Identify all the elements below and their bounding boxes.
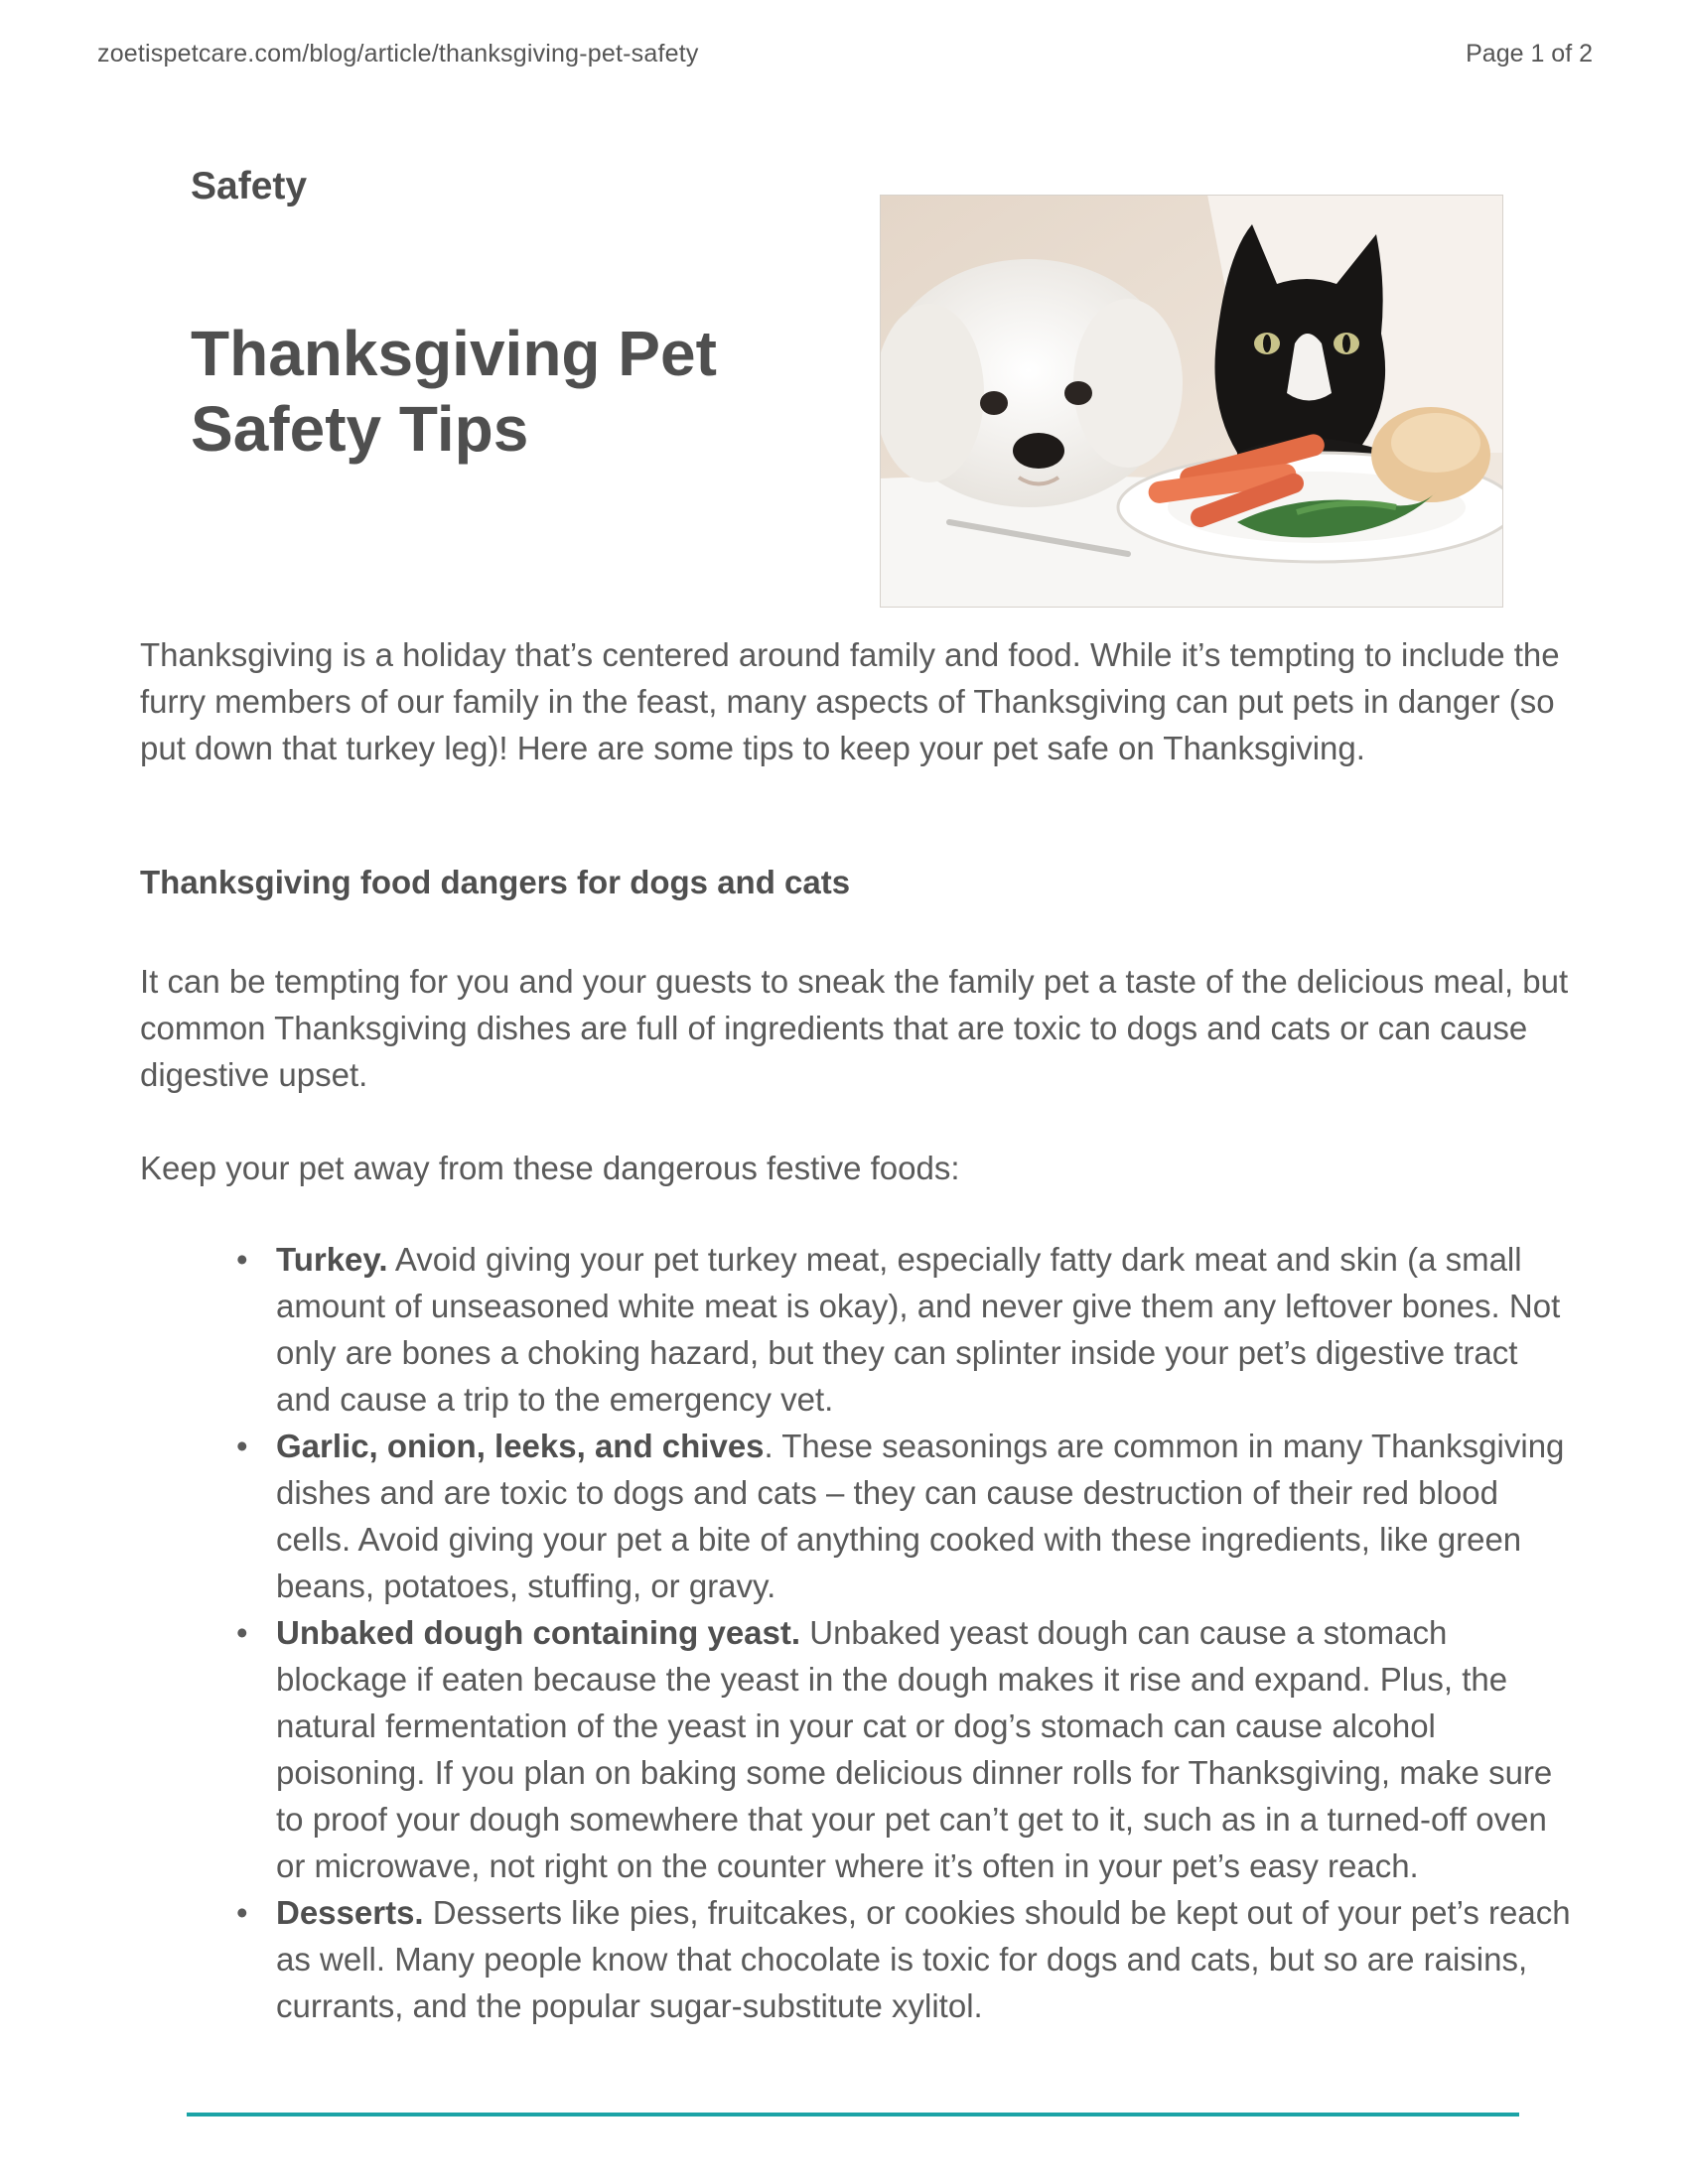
bullet-marker: • (236, 1241, 248, 1278)
list-item-yeast-dough (236, 1609, 1577, 1889)
list-item-text: Desserts like pies, fruitcakes, or cookies should be kept out of your pet’s reach as well. Many people know that chocolate is toxic for dogs and cats, but so are raisins, currants, and the popular sugar-substitute xylitol. (276, 1894, 1571, 2024)
article-category: Safety (191, 165, 308, 207)
list-item-desserts (236, 1889, 1577, 2029)
hero-photo-dog-cat-plate (880, 195, 1503, 608)
list-item-text: . These seasonings are common in many Thanksgiving dishes and are toxic to dogs and cats – they can cause destruction of their red blood cells. Avoid giving your pet a bite of anything cooked with these ingredients, like green beans, potatoes, stuffing, or gravy. (276, 1428, 1565, 1604)
bullet-marker: • (236, 1428, 248, 1464)
list-item-term: Garlic, onion, leeks, and chives (276, 1428, 765, 1464)
body-paragraph-1: It can be tempting for you and your guests to sneak the family pet a taste of the delicious meal, but common Thanksgiving dishes are full of ingredients that are toxic to dogs and cats or can cause digestive upset. (140, 963, 1569, 1093)
body-paragraph-2: Keep your pet away from these dangerous festive foods: (140, 1150, 960, 1186)
list-item-text: Avoid giving your pet turkey meat, especially fatty dark meat and skin (a small amount of unseasoned white meat is okay), and never give them any leftover bones. Not only are bones a choking hazard, but they can splinter inside your pet’s digestive tract and cause a trip to the emergency vet. (276, 1241, 1561, 1418)
bullet-marker: • (236, 1614, 248, 1651)
list-item-term: Desserts. (276, 1894, 424, 1931)
footer-divider (187, 2113, 1519, 2116)
list-item-term: Turkey. (276, 1241, 388, 1278)
section-heading: Thanksgiving food dangers for dogs and cats (140, 864, 851, 900)
list-item-term: Unbaked dough containing yeast. (276, 1614, 801, 1651)
list-item-turkey (236, 1236, 1577, 1423)
page-url: zoetispetcare.com/blog/article/thanksgiving-pet-safety (97, 40, 699, 68)
bullet-marker: • (236, 1894, 248, 1931)
list-item-text: Unbaked yeast dough can cause a stomach blockage if eaten because the yeast in the dough makes it rise and expand. Plus, the natural fermentation of the yeast in your cat or dog’s stomach can cause alcohol poisoning. If you plan on baking some delicious dinner rolls for Thanksgiving, make sure to proof your dough somewhere that your pet can’t get to it, such as in a turned-off oven or microwave, not right on the counter where it’s often in your pet’s easy reach. (276, 1614, 1553, 1884)
intro-paragraph: Thanksgiving is a holiday that’s centered around family and food. While it’s tempting to include the furry members of our family in the feast, many aspects of Thanksgiving can put pets in danger (so put down that turkey leg)! Here are some tips to keep your pet safe on Thanksgiving. (140, 636, 1560, 766)
dangerous-foods-list (236, 1236, 1577, 2029)
page-number: Page 1 of 2 (1466, 40, 1593, 68)
list-item-garlic-onion (236, 1423, 1577, 1609)
article-title: Thanksgiving Pet Safety Tips (191, 318, 717, 465)
